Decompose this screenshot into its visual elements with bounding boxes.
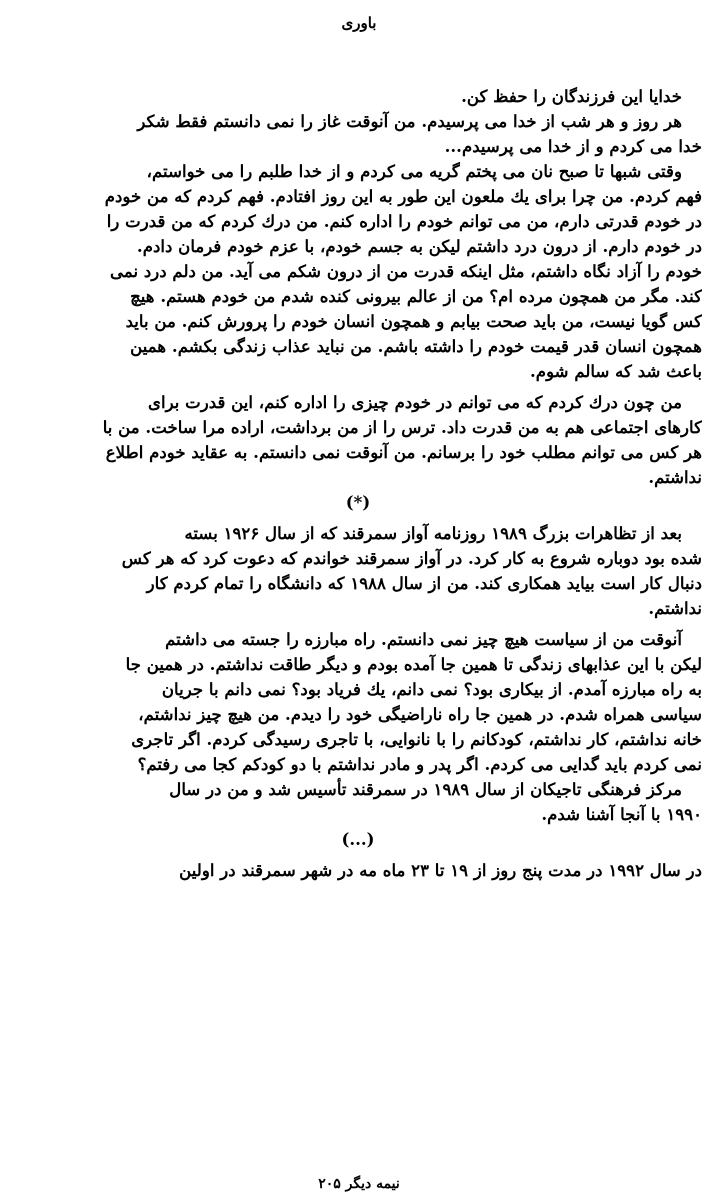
text-line: فهم کردم. من چرا برای یك ملعون این طور به این روز افتادم. فهم کردم که من خودم (104, 186, 702, 206)
text-line: من چون درك کردم که می توانم در خودم چیزی را اداره کنم، این قدرت برای (147, 392, 682, 412)
text-line: دنبال کار است بیاید همکاری کند. من از سال ۱۹۸۸ که دانشگاه را تمام کردم کار (146, 573, 702, 593)
text-line: به راه مبارزه آمدم. از بیکاری بود؟ نمی دانم، یك فریاد بود؟ نمی دانم با جریان (161, 679, 702, 699)
text-line: همچون انسان قدر قیمت خودم را داشته باشم. من نباید عذاب زندگی بکشم. همین (130, 336, 702, 356)
text-line: خانه نداشتم، کار نداشتم، کودکانم را با نانوایی، با تاجری رسیدگی کردم. اگر تاجری (131, 729, 702, 749)
text-line: در سال ۱۹۹۲ در مدت پنج روز از ۱۹ تا ۲۳ ماه مه در شهر سمرقند در اولین (179, 860, 702, 880)
text-line: خدایا این فرزندگان را حفظ کن. (461, 86, 682, 106)
text-line: باعث شد که سالم شوم. (530, 361, 702, 381)
text-line: سیاسی همراه شدم. در همین جا راه ناراضیگی خود را دیدم. من هیچ چیز نداشتم، (138, 704, 702, 724)
text-line: هر کس می توانم مطلب خود را برسانم. من آنوقت نمی دانستم. به عقاید خودم اطلاع (105, 442, 702, 462)
section-marker: (*) (345, 492, 371, 512)
text-line: نمی کردم باید گدایی می کردم. اگر پدر و مادر نداشتم با دو کودکم کجا می رفتم؟ (137, 754, 702, 774)
text-line: شده بود دوباره شروع به کار کرد. در آواز سمرقند خواندم که دعوت کرد که هر کس (121, 548, 702, 568)
text-line: کارهای اجتماعی هم به من قدرت داد. ترس را از من برداشت، اراده مرا ساخت. من با (102, 417, 702, 437)
text-line: نداشتم. (648, 467, 702, 487)
text-line: بعد از تظاهرات بزرگ ۱۹۸۹ روزنامه آواز سمرقند که از سال ۱۹۲۶ بسته (184, 523, 682, 543)
text-line: ۱۹۹۰ با آنجا آشنا شدم. (541, 804, 702, 824)
text-line: خدا می کردم و از خدا می پرسیدم... (444, 136, 702, 156)
text-line: در خودم دارم. از درون درد داشتم لیکن به جسم خودم، با عزم خودم فرمان دادم. (136, 236, 702, 256)
text-line: در خودم قدرتی دارم، من می توانم خودم را اداره کنم. من درك کردم که من قدرت را (106, 211, 702, 231)
text-line: آنوقت من از سیاست هیچ چیز نمی دانستم. راه مبارزه را جسته می داشتم (165, 629, 682, 649)
text-line: لیکن با این عذابهای زندگی تا همین جا آمده بودم و دیگر طاقت نداشتم. در همین جا (125, 654, 702, 674)
body-text (14, 84, 702, 883)
ellipsis-marker: (...) (341, 829, 375, 849)
text-line: نداشتم. (648, 598, 702, 618)
text-line: کند. مگر من همچون مرده ام؟ من از عالم بیرونی کنده شدم من خودم هستم. هیچ (130, 286, 702, 306)
text-line: وقتی شبها تا صبح نان می پختم گریه می کردم و از خدا طلبم را می خواستم، (146, 161, 682, 181)
page-footer: نیمه دیگر ۲۰۵ (318, 1176, 400, 1192)
text-line: خودم را آزاد نگاه داشتم، مثل اینکه قدرت من از درون شکم می آید. من دلم درد نمی (110, 261, 702, 281)
text-line: هر روز و هر شب از خدا می پرسیدم. من آنوقت غاز را نمی دانستم فقط شکر (137, 111, 682, 131)
running-header: باوری (341, 14, 377, 32)
text-line: مرکز فرهنگی تاجیکان از سال ۱۹۸۹ در سمرقند تأسیس شد و من در سال (169, 779, 682, 799)
text-line: کس گویا نیست، من باید صحت بیابم و همچون انسان خودم را پرورش کنم. من باید (125, 311, 702, 331)
